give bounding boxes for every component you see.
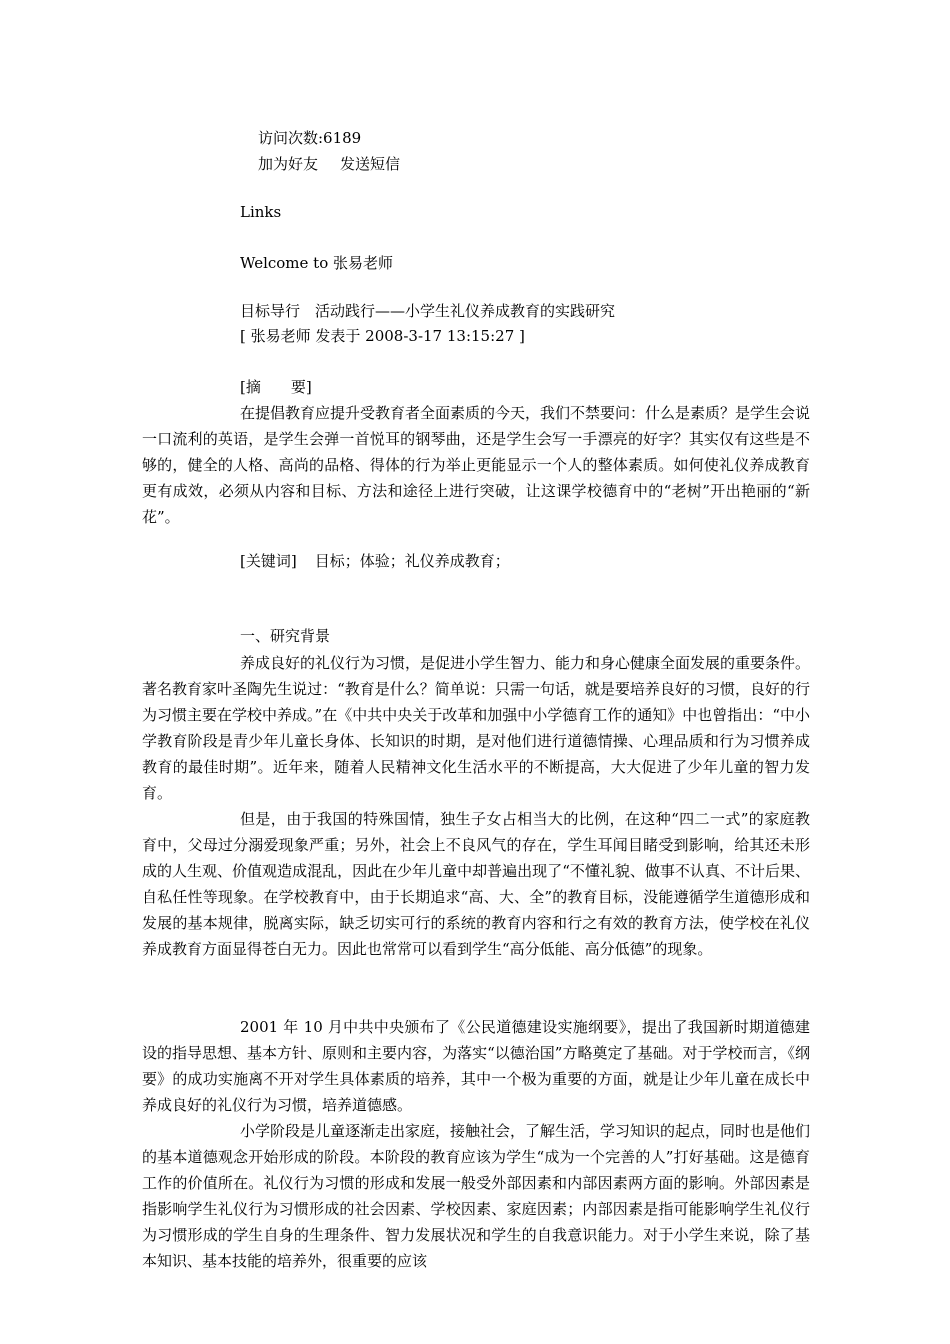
links-heading: Links xyxy=(240,203,282,221)
article-title: 目标导行 活动践行——小学生礼仪养成教育的实践研究 xyxy=(240,302,616,320)
body-paragraph-1: 养成良好的礼仪行为习惯，是促进小学生智力、能力和身心健康全面发展的重要条件。著名教育家叶圣陶先生说过：“教育是什么？简单说：只需一句话，就是要培养良好的习惯，良好的行为习惯主要在学校中养成。”在《中共中央关于改革和加强中小学德育工作的通知》中也曾指出：“中小学教育阶段是青少年儿童长身体、长知识的时期，是对他们进行道德情操、心理品质和行为习惯养成教育的最佳时期”。近年来，随着人民精神文化生活水平的不断提高，大大促进了少年儿童的智力发育。 xyxy=(142,654,811,802)
abstract-text: 在提倡教育应提升受教育者全面素质的今天，我们不禁要问：什么是素质？是学生会说一口流利的英语，是学生会弹一首悦耳的钢琴曲，还是学生会写一手漂亮的好字？其实仅有这些是不够的，健全的人格、高尚的品格、得体的行为举止更能显示一个人的整体素质。如何使礼仪养成教育更有成效，必须从内容和目标、方法和途径上进行突破，让这课学校德育中的“老树”开出艳丽的“新花”。 xyxy=(142,404,811,526)
abstract-label: [摘 要] xyxy=(240,378,312,396)
section-heading-background: 一、研究背景 xyxy=(240,627,331,645)
visit-count: 访问次数:6189 xyxy=(258,129,362,147)
keywords-line xyxy=(240,551,510,571)
send-message-link[interactable]: 发送短信 xyxy=(340,155,401,173)
add-friend-link[interactable]: 加为好友 xyxy=(258,155,319,173)
welcome-text: Welcome to 张易老师 xyxy=(240,254,393,272)
keywords-label: [关键词] xyxy=(240,552,297,570)
article-byline: [ 张易老师 发表于 2008-3-17 13:15:27 ] xyxy=(240,327,525,345)
body-paragraph-2: 但是，由于我国的特殊国情，独生子女占相当大的比例，在这种“四二一式”的家庭教育中，父母过分溺爱现象严重；另外，社会上不良风气的存在，学生耳闻目睹受到影响，给其还未形成的人生观、价值观造成混乱，因此在少年儿童中却普遍出现了“不懂礼貌、做事不认真、不计后果、自私任性等现象。在学校教育中，由于长期追求“高、大、全”的教育目标，没能遵循学生道德形成和发展的基本规律，脱离实际，缺乏切实可行的系统的教育内容和行之有效的教育方法，使学校在礼仪养成教育方面显得苍白无力。因此也常常可以看到学生“高分低能、高分低德”的现象。 xyxy=(142,810,810,958)
body-paragraph-3: 2001 年 10 月中共中央颁布了《公民道德建设实施纲要》，提出了我国新时期道德建设的指导思想、基本方针、原则和主要内容，为落实“以德治国”方略奠定了基础。对于学校而言，《纲要》的成功实施离不开对学生具体素质的培养，其中一个极为重要的方面，就是让少年儿童在成长中养成良好的礼仪行为习惯，培养道德感。 xyxy=(142,1018,810,1114)
keywords-value: 目标；体验；礼仪养成教育； xyxy=(314,552,510,570)
body-paragraph-4: 小学阶段是儿童逐渐走出家庭，接触社会，了解生活，学习知识的起点，同时也是他们的基本道德观念开始形成的阶段。本阶段的教育应该为学生“成为一个完善的人”打好基础。这是德育工作的价值所在。礼仪行为习惯的形成和发展一般受外部因素和内部因素两方面的影响。外部因素是指影响学生礼仪行为习惯形成的社会因素、学校因素、家庭因素；内部因素是指可能影响学生礼仪行为习惯形成的学生自身的生理条件、智力发展状况和学生的自我意识能力。对于小学生来说，除了基本知识、基本技能的培养外，很重要的应该 xyxy=(142,1122,811,1270)
profile-actions xyxy=(258,154,400,174)
